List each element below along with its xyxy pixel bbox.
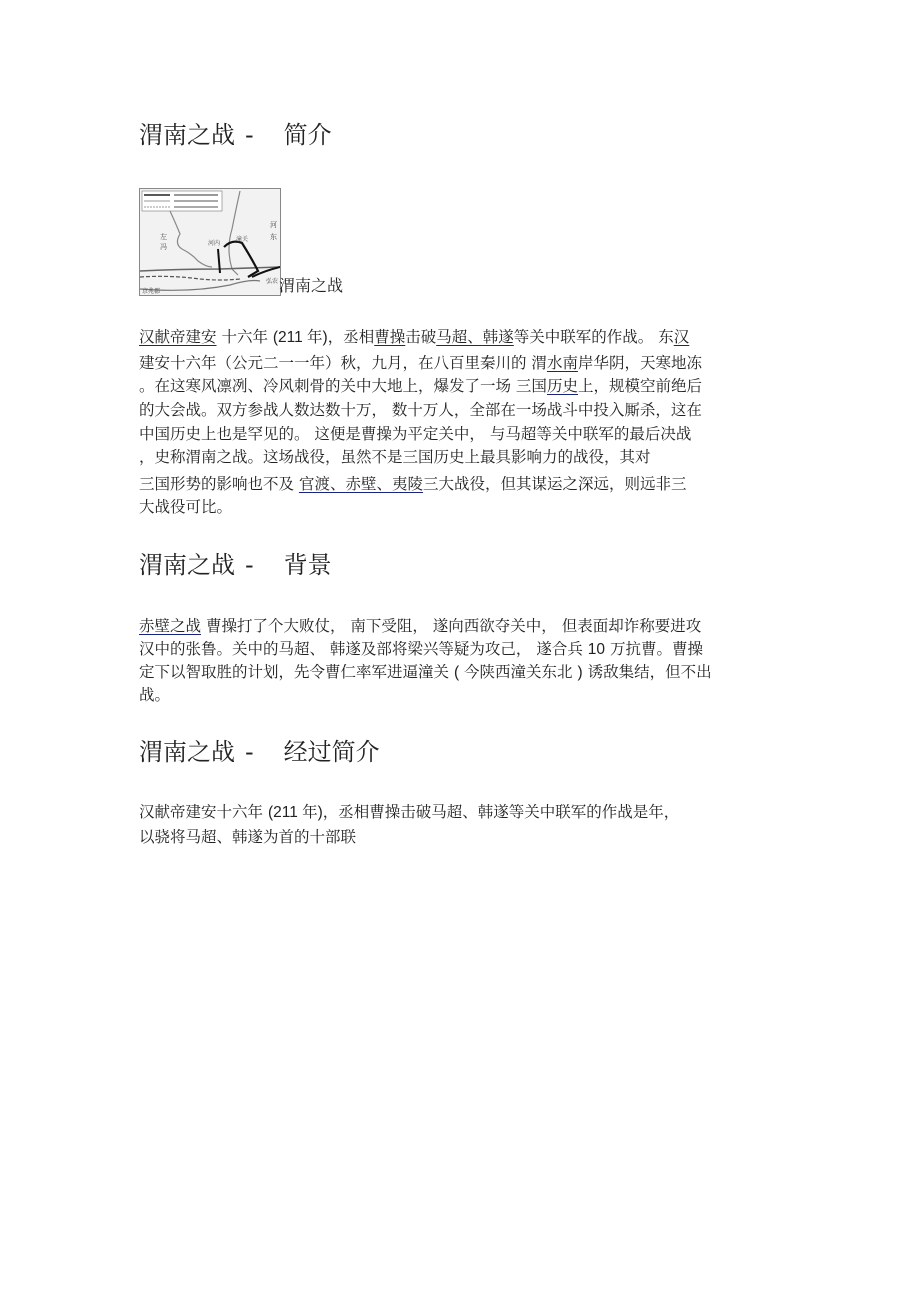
svg-text:冯: 冯 [160, 243, 167, 251]
svg-text:潼关: 潼关 [236, 236, 249, 243]
intro-line-1 [139, 326, 689, 349]
text: 等关中联军的作战。 东 [513, 328, 674, 346]
text: 三国形势的影响也不及 [139, 475, 299, 493]
link-ma-chao[interactable]: 马超、 [436, 328, 483, 346]
text: 诱敌集结，但不出 [582, 663, 712, 681]
process-line-2: 以骁将马超、韩遂为首的十部联 [139, 828, 357, 846]
link-han-xiandi[interactable]: 汉献帝建安 [139, 328, 217, 346]
intro-line-7 [139, 473, 687, 495]
intro-line-6: ，史称渭南之战。这场战役，虽然不是三国历史上最具影响力的战役，其对 [139, 448, 651, 466]
background-line-4: 战。 [139, 686, 171, 704]
link-history[interactable]: 历史 [546, 377, 578, 395]
background-line-1 [139, 615, 701, 637]
heading-subtitle: 简介 [283, 121, 332, 149]
background-line-3 [139, 661, 712, 684]
text: 三大战役，但其谋运之深远，则远非三 [422, 475, 687, 493]
section-heading-background [139, 550, 332, 580]
text: 击破 [405, 328, 437, 346]
text: (211 年) [267, 804, 323, 821]
svg-text:河内: 河内 [208, 240, 221, 247]
heading-dash: - [245, 551, 254, 579]
process-line-1 [139, 801, 679, 824]
link-donghan[interactable]: 汉 [673, 328, 690, 346]
svg-text:京兆郡: 京兆郡 [142, 288, 161, 295]
link-yiling[interactable]: 夷陵 [391, 475, 423, 493]
text: (211 年) [272, 329, 328, 346]
text: 十六年 [216, 328, 273, 346]
link-han-sui[interactable]: 韩遂 [482, 328, 514, 346]
text: ( [453, 664, 460, 681]
text: 。在这寒风凛冽、冷风刺骨的关中大地上，爆发了一场 三国 [139, 377, 547, 395]
heading-title: 渭南之战 [139, 738, 235, 766]
heading-dash: - [245, 738, 254, 766]
text: 定下以智取胜的计划，先令曹仁率军进逼潼关 [139, 663, 454, 681]
background-line-2 [139, 638, 703, 661]
intro-line-2 [139, 352, 702, 374]
heading-title: 渭南之战 [139, 121, 235, 149]
text: 建安十六年（公元二一一年）秋，九月，在八百里秦川的 渭 [139, 354, 547, 372]
link-battle-of-chibi[interactable]: 赤壁之战 [139, 617, 202, 635]
heading-dash: - [245, 121, 254, 149]
intro-line-5: 中国历史上也是罕见的。 这便是曹操为平定关中， 与马超等关中联军的最后决战 [139, 425, 692, 443]
heading-subtitle: 经过简介 [283, 738, 380, 766]
link-wei-river[interactable]: 水南 [546, 354, 578, 372]
svg-text:河: 河 [270, 221, 277, 229]
text: 万抗曹。曹操 [605, 640, 703, 658]
map-icon [140, 189, 280, 295]
battle-map-image [139, 188, 281, 296]
intro-line-8: 大战役可比。 [139, 498, 233, 516]
section-heading-process [139, 737, 380, 767]
text: ) [577, 664, 583, 681]
text: 10 [587, 641, 606, 658]
text: 汉献帝建安十六年 [139, 803, 268, 821]
text: 曹操打了个大败仗， 南下受阻， 遂向西欲夺关中， 但表面却诈称要进攻 [201, 617, 702, 635]
text: ，丞相 [327, 328, 375, 346]
text: 上，规模空前绝后 [577, 377, 702, 395]
svg-text:东: 东 [270, 233, 277, 241]
intro-line-3 [139, 375, 702, 397]
link-guandu[interactable]: 官渡、 [298, 475, 346, 493]
text: 岸华阴，天寒地冻 [577, 354, 702, 372]
link-chibi[interactable]: 赤壁、 [345, 475, 392, 493]
section-heading-intro [139, 120, 332, 150]
text: 今陕西潼关东北 [459, 663, 578, 681]
heading-title: 渭南之战 [139, 551, 235, 579]
link-cao-cao[interactable]: 曹操 [374, 328, 406, 346]
text: ，丞相曹操击破马超、韩遂等关中联军的作战是年， [322, 803, 680, 821]
figure-caption: 渭南之战 [279, 276, 344, 295]
intro-line-4: 的大会战。双方参战人数达数十万， 数十万人，全部在一场战斗中投入厮杀，这在 [139, 401, 702, 419]
heading-subtitle: 背景 [283, 551, 332, 579]
svg-text:弘农: 弘农 [266, 278, 279, 285]
text: 汉中的张鲁。关中的马超、 韩遂及部将梁兴等疑为攻己， 遂合兵 [139, 640, 588, 658]
svg-text:左: 左 [160, 233, 167, 241]
